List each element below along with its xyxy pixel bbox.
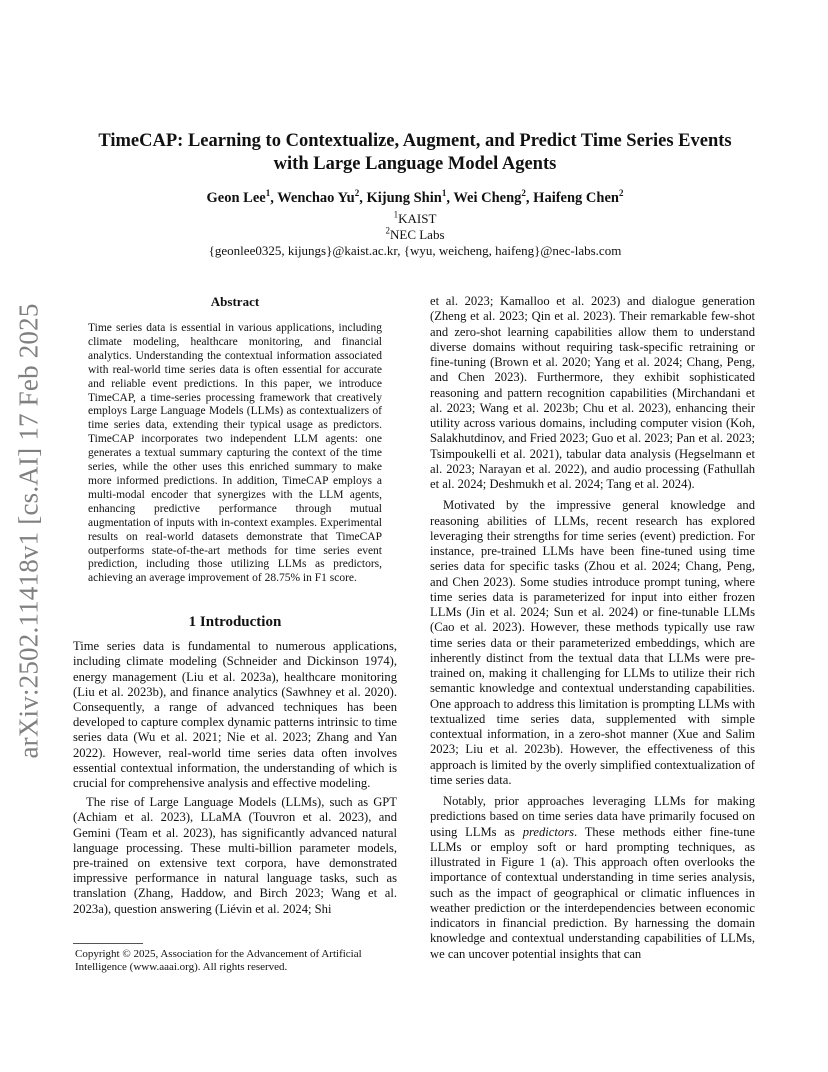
arxiv-stamp <box>14 296 44 766</box>
affiliation-kaist: $^1$KAIST <box>393 209 437 226</box>
affiliation-nec: $^2$NEC Labs <box>385 225 445 242</box>
abstract-heading: Abstract <box>210 294 260 309</box>
left-column <box>73 294 397 975</box>
right-paragraph-3: Notably, prior approaches leveraging LLMs for making predictions based on time series data have primarily focused on using LLMs as predictors. These methods either fine-tune LLMs or employ soft or hard prompting techniques, as illustrated in Figure 1 (a). This approach often overlooks the importance of contextual understanding in time series analysis, such as the impact of geographical or climatic influences in weather prediction or the interdependencies between economic indicators in financial prediction. By harnessing the domain knowledge and contextual understanding capabilities of LLMs, we can uncover potential insights that can <box>430 794 756 961</box>
author-emails: {geonlee0325, kijungs}@kaist.ac.kr, {wyu, weicheng, haifeng}@nec-labs.com <box>208 243 622 258</box>
right-paragraph-1: et al. 2023; Kamalloo et al. 2023) and dialogue generation (Zheng et al. 2023; Qin et al. 2023). Their remarkable few-shot and zero-shot learning capabilities allow them to understand diverse domains without requiring task-specific retraining or fine-tuning (Brown et al. 2020; Yang et al. 2024; Chang, Peng, and Chen 2023). Furthermore, they exhibit sophisticated reasoning and pattern recognition capabilities (Mirchandani et al. 2023; Wang et al. 2023b; Chu et al. 2023), enhancing their utility across various domains, including computer vision (Koh, Salakhutdinov, and Fried 2023; Guo et al. 2023; Pan et al. 2023; Tsimpoukelli et al. 2021), tabular data analysis (Hegselmann et al. 2023; Narayan et al. 2022), and audio processing (Fathullah et al. 2024; Deshmukh et al. 2024; Tang et al. 2024). <box>430 294 755 491</box>
abstract-text: Time series data is essential in various applications, including climate modeling, healthcare monitoring, and financial analytics. Understanding the contextual information associated with real-world time series data is often essential for accurate and reliable event predictions. In this paper, we introduce TimeCAP, a time-series processing framework that creatively employs Large Language Models (LLMs) as contextualizers of time series data, extending their typical usage as predictors. TimeCAP incorporates two independent LLM agents: one generates a textual summary capturing the context of the time series, while the other uses this enriched summary to make more informed predictions. In addition, TimeCAP employs a multi-modal encoder that synergizes with the LLM agents, enhancing predictive performance through mutual augmentation of inputs with in-context examples. Experimental results on real-world datasets demonstrate that TimeCAP outperforms state-of-the-art methods for time series event prediction, including those utilizing LLMs as predictors, achieving an average improvement of 28.75% in F1 score. <box>88 322 382 585</box>
paper-title <box>70 130 760 176</box>
introduction-heading: 1 Introduction <box>188 614 282 631</box>
author: Wenchao Yu$^2$, <box>277 188 367 206</box>
author: Wei Cheng$^2$, <box>453 188 534 206</box>
right-column <box>430 294 755 962</box>
intro-paragraph-2: The rise of Large Language Models (LLMs), such as GPT (Achiam et al. 2023), LLaMA (Touvron et al. 2023), and Gemini (Team et al. 2023), has significantly advanced natural language processing. These multi-billion parameter models, pre-trained on extensive text corpora, have demonstrated impressive performance in natural language tasks, such as translation (Zhang, Haddow, and Birch 2023; Wang et al. 2023a), question answering (Liévin et al. 2024; Shi <box>73 795 397 916</box>
author: Kijung Shin$^1$, <box>366 188 454 206</box>
copyright-footnote: Copyright © 2025, Association for the Advancement of Artificial Intelligence (www.aaai.org). All rights reserved. <box>75 947 362 974</box>
author-list <box>70 190 760 207</box>
footnote-divider <box>73 943 143 944</box>
author: Geon Lee$^1$, <box>206 188 278 206</box>
author: Haifeng Chen$^2$ <box>533 188 624 206</box>
emphasis-predictors: predictors <box>522 824 574 839</box>
intro-paragraph-1: Time series data is fundamental to numerous applications, including climate modeling (Schneider and Dickinson 1974), energy management (Liu et al. 2023a), healthcare monitoring (Liu et al. 2023b), and finance analytics (Sawhney et al. 2020). Consequently, a range of advanced techniques has been developed to capture complex dynamic patterns intrinsic to time series data (Wu et al. 2021; Nie et al. 2023; Zhang and Yan 2022). However, real-world time series data often involves essential contextual information, the understanding of which is crucial for comprehensive analysis and effective modeling. <box>73 639 397 791</box>
title-line-2: with Large Language Model Agents <box>273 154 557 174</box>
right-paragraph-2: Motivated by the impressive general knowledge and reasoning abilities of LLMs, recent research has explored leveraging their strengths for time series (event) prediction. For instance, pre-trained LLMs have been fine-tuned using time series data for specific tasks (Zhou et al. 2024; Chang, Peng, and Chen 2023). Some studies introduce prompt tuning, where time series data is parameterized for input into either frozen LLMs (Jin et al. 2024; Sun et al. 2024) or fine-tunable LLMs (Cao et al. 2023). However, these methods typically use raw time series data or their parameterized embeddings, which are inherently distinct from the textual data that LLMs were pre-trained on, making it challenging for LLMs to utilize their rich semantic knowledge and contextual understanding capabilities. One approach to address this limitation is prompting LLMs with textualized time series data, supplemented with simple contextual information, in a zero-shot manner (Xue and Salim 2023; Liu et al. 2023b). However, the effectiveness of this approach is limited by the overly simplified contextualization of time series data. <box>430 498 755 787</box>
arxiv-stamp-text: arXiv:2502.11418v1 [cs.AI] 17 Feb 2025 <box>13 303 44 759</box>
title-line-1: TimeCAP: Learning to Contextualize, Augment, and Predict Time Series Events <box>98 131 732 151</box>
